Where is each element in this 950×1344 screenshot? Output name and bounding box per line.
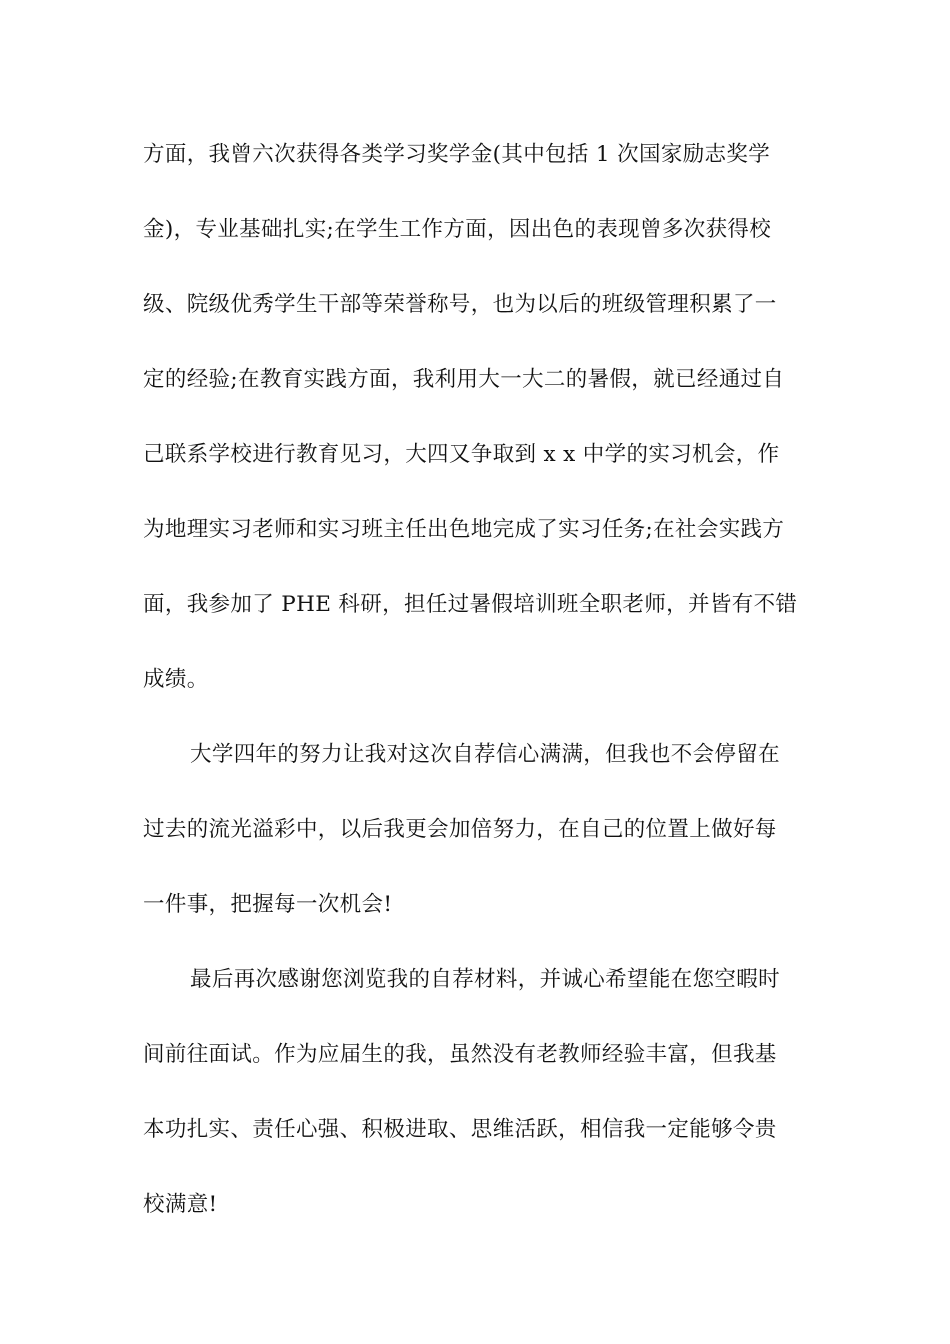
text-line: 金)，专业基础扎实;在学生工作方面，因出色的表现曾多次获得校 — [143, 217, 772, 242]
text-line: 定的经验;在教育实践方面，我利用大一大二的暑假，就已经通过自 — [143, 367, 785, 392]
text-line: 最后再次感谢您浏览我的自荐材料，并诚心希望能在您空暇时 — [190, 967, 780, 992]
text-line: 级、院级优秀学生干部等荣誉称号，也为以后的班级管理积累了一 — [143, 292, 777, 317]
text-line: 大学四年的努力让我对这次自荐信心满满，但我也不会停留在 — [190, 742, 780, 767]
text-line: 本功扎实、责任心强、积极进取、思维活跃，相信我一定能够令贵 — [143, 1117, 777, 1142]
text-line: 面，我参加了 PHE 科研，担任过暑假培训班全职老师，并皆有不错 — [143, 592, 798, 617]
text-line: 己联系学校进行教育见习，大四又争取到 x x 中学的实习机会，作 — [143, 442, 780, 467]
text-line: 一件事，把握每一次机会! — [143, 892, 393, 917]
text-line: 校满意! — [143, 1192, 218, 1217]
text-line: 为地理实习老师和实习班主任出色地完成了实习任务;在社会实践方 — [143, 517, 785, 542]
text-line: 间前往面试。作为应届生的我，虽然没有老教师经验丰富，但我基 — [143, 1042, 777, 1067]
text-line: 过去的流光溢彩中，以后我更会加倍努力，在自己的位置上做好每 — [143, 817, 777, 842]
text-line: 成绩。 — [143, 667, 209, 692]
text-line: 方面，我曾六次获得各类学习奖学金(其中包括 1 次国家励志奖学 — [143, 142, 771, 167]
